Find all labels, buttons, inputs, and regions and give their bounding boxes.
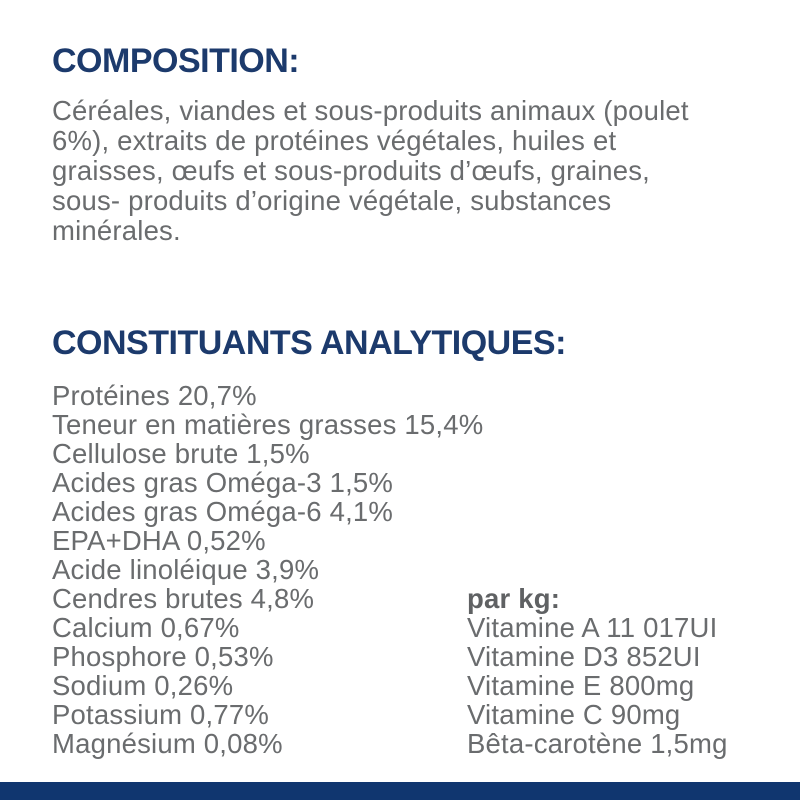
analytical-item: Cendres brutes 4,8%	[52, 583, 315, 614]
composition-line: minérales.	[52, 215, 181, 246]
composition-heading: COMPOSITION:	[52, 42, 300, 80]
per-kg-column	[467, 584, 728, 758]
analytical-item: Potassium 0,77%	[52, 699, 269, 730]
analytical-item: Acides gras Oméga-3 1,5%	[52, 467, 394, 498]
per-kg-item: Bêta-carotène 1,5mg	[467, 728, 728, 759]
composition-line: sous- produits d’origine végétale, substances	[52, 185, 612, 216]
composition-text	[52, 96, 689, 246]
analytical-item: Phosphore 0,53%	[52, 641, 274, 672]
per-kg-item: Vitamine E 800mg	[467, 670, 695, 701]
composition-line: graisses, œufs et sous-produits d’œufs, graines,	[52, 155, 651, 186]
analytical-item: Magnésium 0,08%	[52, 728, 283, 759]
per-kg-item: Vitamine D3 852UI	[467, 641, 701, 672]
bottom-accent-bar	[0, 782, 800, 800]
per-kg-heading: par kg:	[467, 583, 561, 614]
analytical-item: Sodium 0,26%	[52, 670, 234, 701]
per-kg-item: Vitamine C 90mg	[467, 699, 681, 730]
analytical-item: EPA+DHA 0,52%	[52, 525, 266, 556]
analytical-item: Calcium 0,67%	[52, 612, 240, 643]
analytical-item: Acides gras Oméga-6 4,1%	[52, 496, 394, 527]
analytical-item: Protéines 20,7%	[52, 380, 257, 411]
analytical-item: Teneur en matières grasses 15,4%	[52, 409, 484, 440]
per-kg-item: Vitamine A 11 017UI	[467, 612, 718, 643]
analytical-item: Cellulose brute 1,5%	[52, 438, 310, 469]
analytical-heading: CONSTITUANTS ANALYTIQUES:	[52, 324, 566, 362]
composition-line: Céréales, viandes et sous-produits animaux (poulet	[52, 95, 689, 126]
analytical-item: Acide linoléique 3,9%	[52, 554, 320, 585]
composition-line: 6%), extraits de protéines végétales, huiles et	[52, 125, 617, 156]
analytical-constituents-list	[52, 381, 483, 758]
